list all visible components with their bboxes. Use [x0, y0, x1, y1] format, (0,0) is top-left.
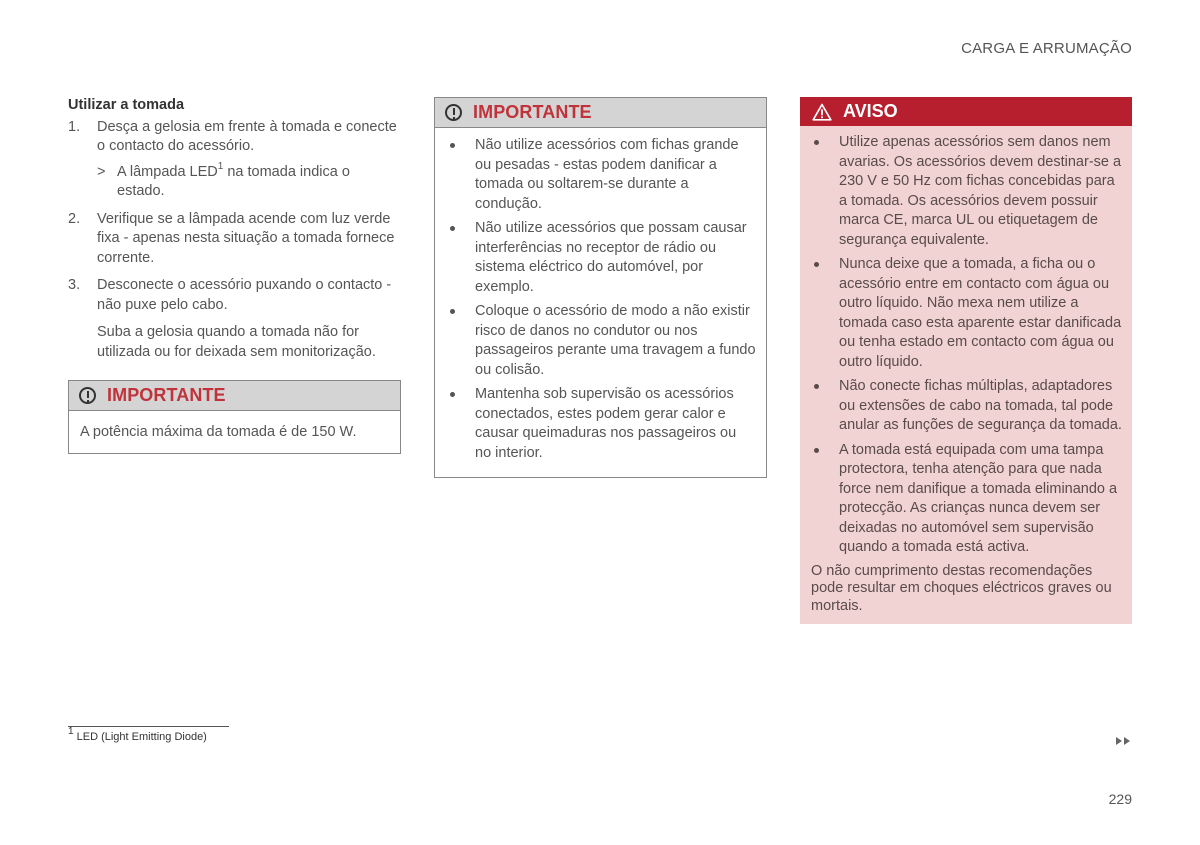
instructions-column — [68, 96, 400, 362]
step-text: Verifique se a lâmpada acende com luz verde fixa - apenas nesta situação a tomada fornece corrente. — [97, 210, 395, 266]
page-number: 229 — [1108, 791, 1132, 807]
step-1 — [68, 118, 400, 202]
exclamation-icon — [79, 387, 96, 404]
list-item: A tomada está equipada com uma tampa protectora, tenha atenção para que nada force nem danifique a tomada eliminando a protecção. As crianças nunca devem ser deixadas no automóvel sem supervisão quando a tomada está activa. — [811, 441, 1122, 558]
footnote-ref: 1 — [217, 160, 224, 172]
step-2 — [68, 210, 400, 269]
result-text-end: na tomada indica o estado. — [117, 163, 350, 199]
warning-list — [811, 133, 1122, 558]
important-title: IMPORTANTE — [107, 385, 226, 405]
warning-closing: O não cumprimento destas recomendações pode resultar em choques eléctricos graves ou mortais. — [811, 562, 1112, 614]
important-header — [69, 381, 400, 411]
section-header: CARGA E ARRUMAÇÃO — [961, 40, 1132, 57]
next-page-icon[interactable] — [1115, 736, 1132, 746]
step-text: Desça a gelosia em frente à tomada e conecte o contacto do acessório. — [97, 118, 397, 154]
step-text: Desconecte o acessório puxando o contacto - não puxe pelo cabo. — [97, 277, 392, 313]
important-box-power — [68, 380, 401, 454]
list-item: Não utilize acessórios que possam causar interferências no receptor de rádio ou sistema eléctrico do automóvel, por exemplo. — [447, 219, 756, 297]
warning-title: AVISO — [843, 101, 898, 121]
step-number: 1. — [68, 118, 81, 135]
list-item: Não conecte fichas múltiplas, adaptadores ou extensões de cabo na tomada, tal pode anular as funções de segurança da tomada. — [811, 377, 1122, 436]
step-number: 3. — [68, 277, 81, 293]
footnote — [68, 726, 207, 743]
important-header — [435, 98, 766, 128]
footnote-text: LED (Light Emitting Diode) — [76, 731, 207, 743]
warning-box — [800, 97, 1132, 624]
warning-header — [800, 97, 1132, 126]
step-3 — [68, 276, 400, 315]
important-text: A potência máxima da tomada é de 150 W. — [80, 424, 357, 440]
warning-body — [800, 126, 1132, 624]
footnote-divider — [68, 726, 229, 727]
list-item: Utilize apenas acessórios sem danos nem avarias. Os acessórios devem destinar-se a 230 V e 50 Hz com fichas concebidas para a tomada. Os acessórios devem possuir marca CE, marca UL ou etiquetagem de segurança equivalente. — [811, 133, 1122, 250]
list-item: Mantenha sob supervisão os acessórios conectados, estes podem gerar calor e causar queimaduras nos passageiros ou no interior. — [447, 385, 756, 463]
result-arrow: > — [97, 163, 106, 180]
important-box-accessories — [434, 97, 767, 478]
important-body — [435, 128, 766, 477]
exclamation-icon — [445, 104, 462, 121]
list-item: Nunca deixe que a tomada, a ficha ou o acessório entre em contacto com água ou outro líquido. Não mexa nem utilize a tomada caso esta aparente estar danificada ou tenha estado em contacto com água ou outro líquido. — [811, 255, 1122, 372]
step-result — [97, 160, 400, 202]
result-text-start: A lâmpada LED — [117, 163, 218, 180]
section-title: Utilizar a tomada — [68, 97, 185, 113]
warning-triangle-icon — [812, 103, 832, 121]
step-number: 2. — [68, 210, 81, 227]
step-note: Suba a gelosia quando a tomada não for utilizada ou for deixada sem monitorização. — [97, 324, 376, 360]
list-item: Não utilize acessórios com fichas grande ou pesadas - estas podem danificar a tomada ou soltarem-se durante a condução. — [447, 136, 756, 214]
important-list — [447, 136, 756, 463]
important-title: IMPORTANTE — [473, 102, 592, 122]
list-item: Coloque o acessório de modo a não existir risco de danos no condutor ou nos passageiros perante uma travagem a fundo ou colisão. — [447, 302, 756, 380]
footnote-number: 1 — [68, 726, 74, 738]
